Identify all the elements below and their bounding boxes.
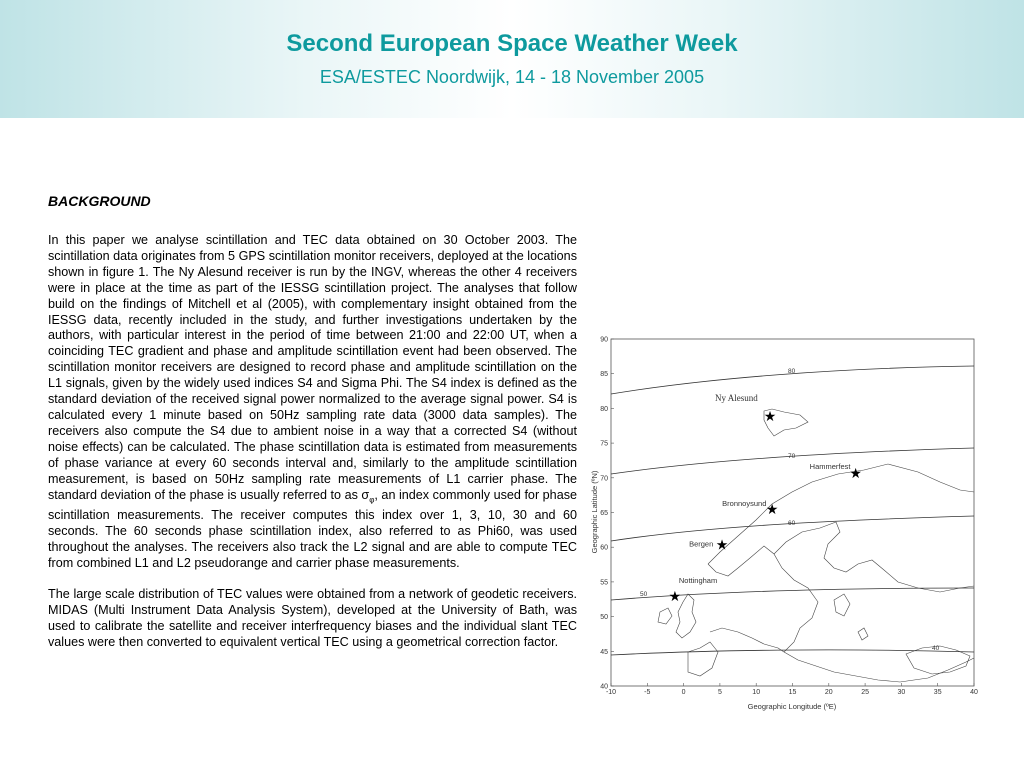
x-tick-label: 15 — [788, 689, 797, 696]
station-map-figure — [588, 332, 988, 716]
x-tick-label: 0 — [681, 689, 686, 696]
station-star-icon: ★ — [668, 588, 682, 605]
station-map — [588, 332, 988, 716]
contour-label: 80 — [788, 368, 796, 375]
x-tick-label: 20 — [824, 689, 833, 696]
y-tick-label: 45 — [600, 648, 608, 656]
y-tick-label: 40 — [600, 683, 608, 691]
x-axis-label: Geographic Longitude (ºE) — [747, 702, 837, 711]
station-label: Nottingham — [678, 575, 718, 585]
station-star-icon: ★ — [715, 537, 729, 554]
y-tick-label: 75 — [600, 440, 608, 448]
x-tick-label: -5 — [644, 689, 651, 696]
station-label: Ny Alesund — [714, 393, 758, 404]
sigma-symbol: σ — [361, 487, 370, 502]
sigma-subscript: φ — [369, 495, 375, 505]
paragraph-1-part-b: , an index commonly used for phase scintillation measurements. The receiver computes this index over 1, 3, 10, 30 and 60 seconds. The 60 seconds phase scintillation index, also referred to as Phi60, was used throughout the analyses. The receivers also track the L2 signal and are able to compute TEC from combined L1 and L2 pseudorange and carrier phase measurements. — [48, 487, 577, 570]
y-tick-label: 60 — [600, 544, 608, 552]
x-tick-label: 35 — [933, 689, 942, 696]
y-tick-label: 85 — [600, 371, 608, 379]
station-label: Bronnoysund — [722, 499, 767, 509]
conference-subtitle: ESA/ESTEC Noordwijk, 14 - 18 November 2005 — [319, 67, 705, 87]
x-tick-label: -10 — [605, 689, 617, 696]
x-tick-label: 25 — [861, 689, 869, 696]
station-star-icon: ★ — [849, 465, 862, 482]
station-star-icon: ★ — [763, 409, 777, 426]
header-banner — [0, 0, 1024, 118]
y-axis-label: Geographic Latitude (ºN) — [590, 470, 599, 554]
paragraph-1 — [48, 233, 577, 572]
contour-label: 60 — [788, 520, 796, 527]
station-label: Hammerfest — [809, 461, 851, 471]
y-tick-label: 50 — [600, 614, 608, 622]
station-star-icon: ★ — [765, 502, 779, 519]
y-tick-label: 70 — [600, 475, 608, 483]
x-tick-label: 5 — [717, 689, 722, 696]
y-tick-label: 90 — [600, 336, 608, 344]
station-label: Bergen — [689, 539, 714, 549]
y-tick-label: 80 — [600, 405, 608, 413]
y-tick-label: 55 — [600, 579, 608, 587]
x-tick-label: 40 — [970, 689, 978, 696]
y-tick-label: 65 — [600, 510, 608, 517]
section-heading: BACKGROUND — [48, 193, 151, 209]
conference-title: Second European Space Weather Week — [286, 30, 738, 57]
x-tick-label: 10 — [752, 689, 761, 696]
x-tick-label: 30 — [897, 689, 906, 696]
contour-label: 40 — [932, 645, 940, 652]
map-frame — [611, 339, 974, 686]
body-text — [48, 233, 577, 667]
paragraph-2: The large scale distribution of TEC values were obtained from a network of geodetic receivers. MIDAS (Multi Instrument Data Analysis System), developed at the University of Bath, was used to calibrate the satellite and receiver interfrequency biases and the individual slant TEC values were then converted to equivalent vertical TEC using a geometrical correction factor. — [48, 587, 577, 650]
paragraph-1-part-a: In this paper we analyse scintillation and TEC data obtained on 30 October 2003. The scintillation data originates from 5 GPS scintillation monitor receivers, deployed at the locations shown in figure 1. The Ny Alesund receiver is run by the INGV, whereas the other 4 receivers were in place at the time as part of the IESSG scintillation project. The analyses that follow build on the findings of Mitchell et al (2005), with complementary insight obtained from the IESSG data, recently included in the study, and further investigations undertaken by the authors, with particular interest in the period of time between 21:00 and 22:00 UT, when a coinciding TEC gradient and phase and amplitude scintillation event had been observed. The scintillation monitor receivers are designed to record phase and amplitude scintillation on the L1 signals, given by the widely used indices S4 and Sigma Phi. The S4 index is defined as the standard deviation of the received signal power normalized to the average signal power. S4 is calculated every 1 minute based on 50Hz sampling rate data (3000 data samples). The receivers also compute the S4 due to ambient noise in a way that a corrected S4 (without noise effects) can be calculated. The phase scintillation data is estimated from measurements of phase variance at every 60 seconds interval and, similarly to the amplitude scintillation measurement, is based on 50Hz sampling rate measurements of L1 carrier phase. The standard deviation of the phase is usually referred to as — [48, 233, 577, 502]
contour-label: 50 — [640, 591, 648, 598]
contour-label: 70 — [788, 453, 796, 460]
